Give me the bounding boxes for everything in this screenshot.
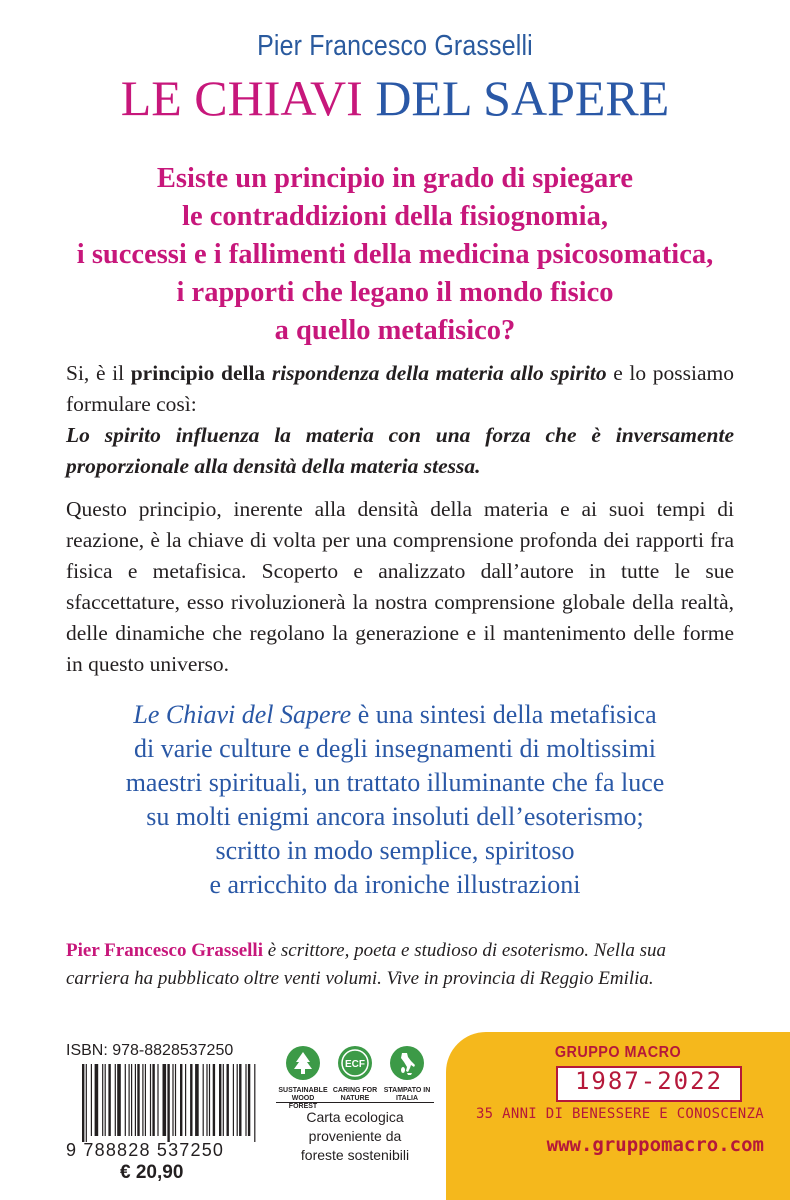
eco-badge-label: SUSTAINABLE WOOD FOREST bbox=[278, 1087, 328, 1110]
principle-bold-italic: rispondenza della materia allo spirito bbox=[271, 361, 607, 385]
barcode-bar bbox=[175, 1064, 176, 1136]
barcode-icon bbox=[80, 1064, 260, 1142]
barcode-bar bbox=[135, 1064, 136, 1136]
barcode-bar bbox=[245, 1064, 246, 1136]
barcode-bar bbox=[172, 1064, 173, 1136]
question-block bbox=[0, 160, 790, 350]
barcode-bar bbox=[185, 1064, 186, 1136]
barcode-bar bbox=[129, 1064, 130, 1136]
synthesis-line: di varie culture e degli insegnamenti di moltissimi bbox=[133, 734, 657, 763]
tree-icon bbox=[286, 1046, 320, 1080]
eco-text-line: foreste sostenibili bbox=[300, 1147, 410, 1163]
barcode-bar bbox=[237, 1064, 238, 1136]
question-line: Esiste un principio in grado di spiegare bbox=[156, 163, 634, 194]
author-bio bbox=[66, 937, 734, 993]
barcode-bar bbox=[239, 1064, 241, 1136]
barcode-bar bbox=[223, 1064, 224, 1136]
barcode-bar bbox=[125, 1064, 126, 1136]
barcode-bar bbox=[254, 1064, 255, 1142]
price-label: € 20,90 bbox=[120, 1162, 184, 1183]
ecf-icon bbox=[338, 1046, 372, 1080]
barcode-digits: 9 788828 537250 bbox=[66, 1140, 225, 1160]
barcode-bar bbox=[91, 1064, 92, 1136]
eco-text-line: proveniente da bbox=[308, 1128, 402, 1144]
principle-after: e lo possiamo formulare così: bbox=[66, 361, 735, 416]
eco-text bbox=[276, 1108, 434, 1165]
question-line: a quello metafisico? bbox=[274, 315, 516, 346]
description-paragraph: Questo principio, inerente alla densità della materia e ai suoi tempi di reazione, è la chiave di volta per una comprensione profonda dei rapporti fra fisica e metafisica. Scoperto e analizzato dall’autore in tutte le sue sfaccettature, esso rivoluzionerà la nostra comprensione globale della realtà, delle dinamiche che regolano la generazione e il mantenimento delle forme in questo universo. bbox=[66, 497, 734, 676]
title-part-magenta: LE CHIAVI bbox=[120, 70, 363, 126]
barcode-bar bbox=[115, 1064, 116, 1136]
barcode-bar bbox=[180, 1064, 182, 1136]
barcode-bar bbox=[105, 1064, 106, 1136]
synthesis-line-rest: è una sintesi della metafisica bbox=[351, 700, 657, 729]
barcode-bar bbox=[227, 1064, 229, 1136]
synthesis-line: scritto in modo semplice, spiritoso bbox=[215, 836, 575, 865]
barcode-bar bbox=[82, 1064, 84, 1142]
synthesis-block bbox=[0, 698, 790, 902]
publisher-url[interactable]: www.gruppomacro.com bbox=[546, 1134, 764, 1156]
barcode-bar bbox=[157, 1064, 158, 1136]
barcode-bar bbox=[213, 1064, 215, 1136]
barcode-bar bbox=[219, 1064, 221, 1136]
barcode-bar bbox=[117, 1064, 121, 1136]
book-title bbox=[0, 68, 790, 128]
barcode-bar bbox=[131, 1064, 132, 1136]
barcode-bar bbox=[195, 1064, 199, 1136]
principle-statement: Lo spirito influenza la materia con una forza che è inversamente proporzionale alla densità della materia stessa. bbox=[66, 423, 734, 478]
barcode-bar bbox=[167, 1064, 169, 1142]
ecf-icon-text: ECF bbox=[345, 1059, 365, 1070]
question-line: i rapporti che legano il mondo fisico bbox=[176, 277, 614, 308]
barcode-bar bbox=[95, 1064, 99, 1136]
barcode-bar bbox=[152, 1064, 154, 1136]
barcode-bar bbox=[163, 1064, 167, 1136]
barcode-bar bbox=[108, 1064, 110, 1136]
barcode-bar bbox=[190, 1064, 192, 1136]
italy-map-icon bbox=[390, 1046, 424, 1080]
question-line: i successi e i fallimenti della medicina psicosomatica, bbox=[76, 239, 714, 270]
publisher-years: 1987-2022 bbox=[574, 1067, 724, 1095]
barcode-bar bbox=[137, 1064, 139, 1136]
barcode-bar bbox=[86, 1064, 87, 1142]
barcode-bar bbox=[233, 1064, 234, 1136]
synthesis-line bbox=[0, 698, 790, 732]
barcode-bar bbox=[248, 1064, 250, 1136]
isbn-label: ISBN: 978-8828537250 bbox=[66, 1042, 234, 1059]
synthesis-book-title: Le Chiavi del Sapere bbox=[133, 700, 352, 729]
bio-author-name: Pier Francesco Grasselli bbox=[66, 940, 263, 961]
barcode-bar bbox=[209, 1064, 210, 1136]
barcode-bar bbox=[145, 1064, 146, 1136]
barcode-bar bbox=[142, 1064, 143, 1136]
barcode-bar bbox=[150, 1064, 151, 1136]
eco-badge-label: CARING FOR NATURE bbox=[332, 1087, 378, 1102]
principle-intro: Si, è il bbox=[66, 361, 125, 385]
barcode-bar bbox=[206, 1064, 207, 1136]
eco-badge-label: STAMPATO IN ITALIA bbox=[383, 1087, 431, 1102]
synthesis-line: e arricchito da ironiche illustrazioni bbox=[209, 870, 581, 899]
synthesis-line: su molti enigmi ancora insoluti dell’esoterismo; bbox=[146, 802, 644, 831]
author-name: Pier Francesco Grasselli bbox=[257, 30, 533, 62]
barcode-bar bbox=[203, 1064, 204, 1136]
barcode-bar bbox=[102, 1064, 103, 1136]
bio-text: è scrittore, poeta e studioso di esoterismo. Nella sua carriera ha pubblicato oltre venti volumi. Vive in provincia di Reggio Emilia. bbox=[66, 940, 667, 989]
publisher-tagline: 35 ANNI DI BENESSERE E CONOSCENZA bbox=[475, 1106, 764, 1122]
eco-divider bbox=[276, 1102, 434, 1103]
question-line: le contraddizioni della fisiognomia, bbox=[182, 201, 608, 232]
synthesis-line: maestri spirituali, un trattato illuminante che fa luce bbox=[125, 768, 665, 797]
principle-bold: principio della bbox=[130, 361, 266, 385]
eco-text-line: Carta ecologica bbox=[306, 1109, 404, 1125]
title-part-blue: DEL SAPERE bbox=[375, 70, 670, 126]
publisher-group: GRUPPO MACRO bbox=[554, 1044, 682, 1061]
principle-paragraph bbox=[66, 358, 734, 482]
